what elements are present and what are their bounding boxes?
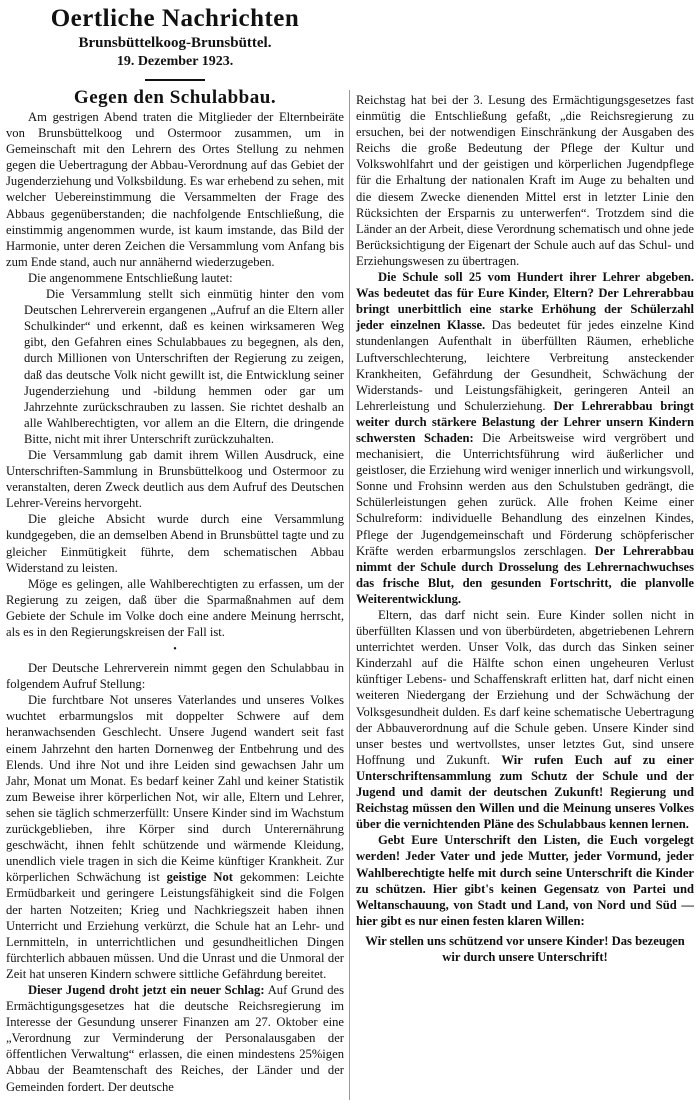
paragraph-continuation: Reichstag hat bei der 3. Lesung des Ermächtigungsgesetzes fast einmütig die Entschließung gefaßt, „die Reichsregierung zu ersuchen, bei der notwendigen Einschränkung der Ausgaben des Reichs die große Bedeutung der Pflege der Kultur und Volkswohlfahrt und der geistigen und körperlichen Jugendpflege für die Erhaltung der nationalen Kraft im Auge zu behalten und die diesem Zwecke dienenden Mittel erst in letzter Linie den Rücksichten der Ersparnis zu unterwerfen“. Trotzdem sind die Länder an der Arbeit, diese Verordnung schematisch und ohne jede Berücksichtigung der Eigenart der Schule auch auf das Schul- und Erziehungswesen zu übertragen. — [356, 93, 694, 268]
paragraph — [356, 607, 694, 832]
text: gekommen: Leichte Ermüdbarkeit und geringere Leistungsfähigkeit sind die Folgen der harten Notzeiten; Krieg und Nachkriegszeit haben ihnen Unterricht und Erziehung verkürzt, die Schule hat an Lehr- und Lernmitteln, in unterrichtlichen und gesundheitlichen Dingen fürchterlich abbauen müssen. Und die Unrast und die Unmoral der Zeit hat unseren Kindern schwere sittliche Gefährdung bereitet. — [6, 870, 344, 981]
paragraph — [356, 269, 694, 607]
place-line: Brunsbüttelkoog-Brunsbüttel. — [78, 35, 272, 51]
text: Die furchtbare Not unseres Vaterlandes und unseres Volkes wuchtet erbarmungslos mit doppelter Schwere auf dem heranwachsenden Geschlecht. Unsere Jugend wandert seit fast einem Jahrzehnt den harten Dornenweg der Entbehrung und des Elends. Und ihre Not und ihre Leiden sind gewachsen Jahr um Jahr, Monat um Monat. Es bedarf keiner Zahl und keiner Statistik zum Beweise ihrer körperlichen Not, wir alle, Eltern und Lehrer, sehen sie täglich schmerzerfüllt: Unsere Kinder sind im Wachstum zurückgeblieben, ihre Körper sind durch Unterernährung geschwächt, ihnen fehlt schützende und wärmende Kleidung, unendlich viele tragen in sich die Keime künftiger Krankheit. Zur körperlichen Schwächung ist — [6, 693, 344, 885]
paragraph: Der Deutsche Lehrerverein nimmt gegen den Schulabbau in folgendem Aufruf Stellung: — [6, 661, 344, 692]
emphasis: Der Lehrerabbau nimmt der Schule durch Drosselung des Lehrernachwuchses das frische Blut, den gesunden Fortschritt, die planvolle Weiterentwicklung. — [356, 543, 694, 606]
text: Eltern, das darf nicht sein. Eure Kinder sollen nicht in überfüllten Klassen und von überbürdeten, abgetriebenen Lehrern unterrichtet werden. Unser Volk, das durch das Sinken seiner Kinderzahl auf die Hälfte schon einen ungeheuren Verlust künftiger Lebens- und Schaffenskraft erlitten hat, darf nicht einen weiteren Niedergang der Erziehung und der Schwächung der Volksgesundheit dulden. Es darf keine schematische Uebertragung der Abbauverordnung auf die Schule geben. Unsere Kinder sind unser bestes und wertvollstes, unser letztes Gut, sind unsere Hoffnung und Zukunft. — [356, 608, 694, 767]
emphasis: Wir rufen Euch auf zu einer Unterschriftensammlung zum Schutz der Schule und der Jugend und damit der deutschen Zukunft! Regierung und Reichstag müssen den Willen und die Meinung unseres Volkes über die vernichtenden Pläne des Schulabbaus kennen lernen. — [356, 752, 694, 832]
paragraph: Am gestrigen Abend traten die Mitglieder der Elternbeiräte von Brunsbüttelkoog und Ostermoor zusammen, um in Gemeinschaft mit den Lehrern des Ortes Stellung zu nehmen gegen die Uebertragung der Abbau-Verordnung auf das Gebiet der Jugenderziehung und Volksbildung. Es war erhebend zu sehen, mit welcher Uebereinstimmung die Versammelten der Frage des Abbaus gegenüberstanden; die nachfolgende Entschließung, die einstimmig angenommen wurde, ist kaum imstande, das Bild der Harmonie, unter deren Zeichen die Versammlung vom Anfang bis zum Ende stand, auch nur annähernd wiederzugeben. — [6, 110, 344, 269]
left-column — [6, 0, 344, 1095]
right-column — [356, 92, 694, 965]
paragraph: Die Versammlung gab damit ihrem Willen Ausdruck, eine Unterschriften-Sammlung in Brunsbüttelkoog und Ostermoor zu veranstalten, deren Zweck deutlich aus dem Aufruf des Deutschen Lehrer-Vereins hervorgeht. — [6, 447, 344, 511]
paragraph — [6, 692, 344, 982]
emphasis: Die Schule soll 25 vom Hundert ihrer Lehrer abgeben. Was bedeutet das für Eure Kinder, Eltern? Der Lehrerabbau bringt unerbittlich eine starke Erhöhung der Schülerzahl jeder einzelnen Klasse. — [356, 270, 694, 333]
paragraph: Möge es gelingen, alle Wahlberechtigten zu erfassen, um der Regierung zu zeigen, daß über die Sparmaßnahmen auf dem Gebiete der Schule im Volke doch eine andere Meinung herrscht, als es in den Regierungskreisen der Fall ist. — [6, 576, 344, 639]
paragraph — [6, 982, 344, 1095]
paragraph: Die gleiche Absicht wurde durch eine Versammlung kundgegeben, die an demselben Abend in Brunsbüttel tagte und zu gleicher Einmütigkeit führte, dem schematischen Abbau Widerstand zu leisten. — [6, 512, 344, 575]
article-title: Gegen den Schulabbau. — [73, 87, 277, 108]
paragraph: Gebt Eure Unterschrift den Listen, die Euch vorgelegt werden! Jeder Vater und jede Mutter, jeder Vormund, jeder Wahlberechtigte helfe mit durch seine Unterschrift die Kinder zu schützen. Hier gibt's keinen Gegensatz von Partei und Weltanschauung, von Stadt und Land, von Nord und Süd — hier gibt es nur einen festen klaren Willen: — [356, 833, 694, 928]
paragraph: Die angenommene Entschließung lautet: — [28, 270, 233, 285]
text: Die Arbeitsweise wird vergröbert und mechanisiert, die Unterrichtsführung wird äußerlicher und geistloser, die Erziehung wird weniger innerlich und wirkungsvoll, Sonne und Frohsinn werden aus den Schulstuben gedrängt, die Schülerleistungen gehen zurück. Alle frohen Keime einer Schulreform: individuelle Behandlung des einzelnen Kindes, Pflege der Jugendgemeinschaft und Förderung schöpferischer Kräfte werden erbarmungslos zerschlagen. — [356, 430, 694, 558]
text: Auf Grund des Ermächtigungsgesetzes hat die deutsche Reichsregierung im Interesse der Gesundung unserer Finanzen am 27. Oktober eine „Verordnung zur Verminderung der Personalausgaben der öffentlichen Verwaltung“ erlassen, die einen mindestens 25%igen Abbau der Beamtenschaft des Reiches, der Länder und der Gemeinden fordert. Der deutsche — [6, 982, 344, 1094]
emphasis: Der Lehrerabbau bringt weiter durch stärkere Belastung der Lehrer unsern Kindern schwersten Schaden: — [356, 398, 694, 445]
title-rule — [145, 79, 205, 81]
resolution-quote: Die Versammlung stellt sich einmütig hinter den vom Deutschen Lehrerverein ergangenen „Aufruf an die Eltern aller Schulkinder“ und erkennt, daß es keinen wirksameren Weg gibt, den Gefahren eines Schulabbaues zu begegnen, als den, durch Millionen von Unterschriften der Regierung zu zeigen, daß das deutsche Volk nicht gewillt ist, die Entwicklung seiner Jugenderziehung und -bildung hemmen oder gar um Jahrzehnte zurückschrauben zu lassen. Sie richtet deshalb an alle Wahlberechtigten, vor allem an die Eltern, die dringende Bitte, nicht mit ihrer Unterschrift zurückzuhalten. — [24, 287, 344, 446]
emphasis: geistige Not — [166, 870, 233, 885]
emphasis: Dieser Jugend droht jetzt ein neuer Schlag: — [28, 982, 265, 997]
separator-dot: • — [173, 644, 177, 656]
column-divider — [349, 90, 350, 1100]
section-title: Oertliche Nachrichten — [50, 5, 300, 32]
date-line: 19. Dezember 1923. — [116, 54, 234, 69]
closing-statement: Wir stellen uns schützend vor unsere Kinder! Das bezeugen wir durch unsere Unterschrift! — [365, 933, 685, 964]
masthead — [6, 4, 344, 109]
text: Das bedeutet für jedes einzelne Kind stundenlangen Aufenthalt in überfüllten Räumen, erhebliche Luftverschlechterung, leichtere Verbreitung ansteckender Krankheiten, Gefährdung der Gesundheit, Schwächung der Widerstands- und Leistungsfähigkeit, geringeren Anteil an Lehrerleistung und Schulerziehung. — [356, 318, 694, 413]
